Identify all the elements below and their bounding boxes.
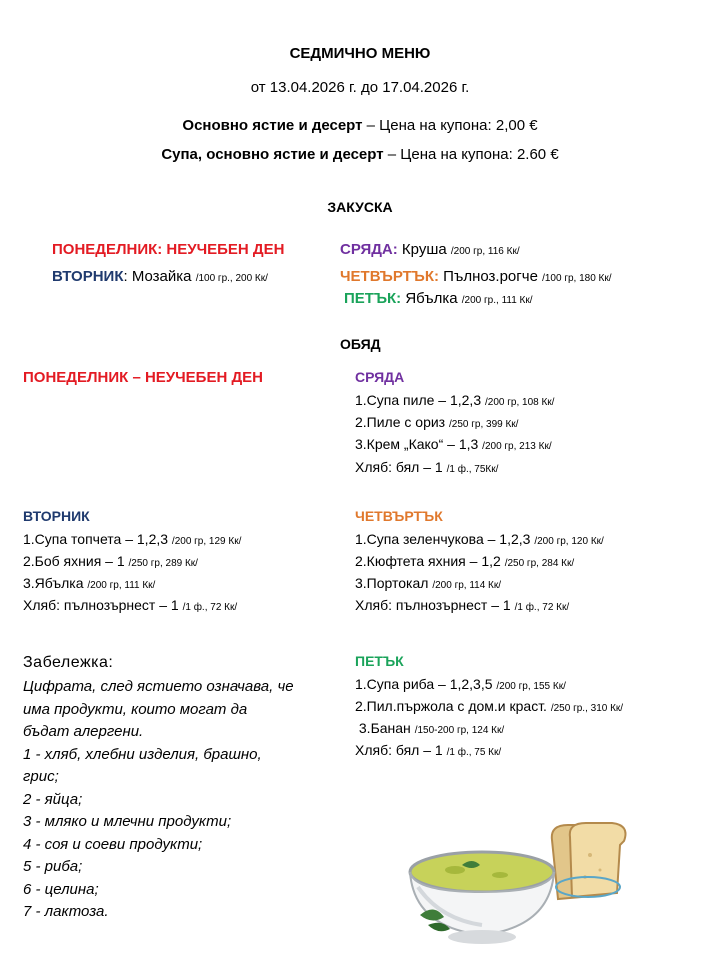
note-line: има продукти, които могат да: [23, 700, 248, 718]
soup-bowl-icon: [410, 852, 554, 944]
lunch-heading: ОБЯД: [340, 336, 381, 352]
meal-text: 2.Боб яхния – 1: [23, 553, 129, 569]
soup-bread-illustration: [400, 815, 640, 960]
menu-period: от 13.04.2026 г. до 17.04.2026 г.: [250, 79, 470, 96]
price-value: – Цена на купона: 2.60 €: [383, 146, 559, 163]
list-item: [23, 597, 237, 613]
breakfast-friday: [344, 290, 533, 307]
meal-portion: /1 ф., 75 Кк/: [446, 747, 502, 758]
meal-portion: /200 гр., 111 Кк/: [461, 295, 533, 306]
meal-text: 1.Супа пиле – 1,2,3: [355, 392, 485, 408]
meal-portion: /1 ф., 72 Кк/: [182, 602, 238, 613]
lunch-monday: ПОНЕДЕЛНИК – НЕУЧЕБЕН ДЕН: [23, 369, 263, 386]
list-item: [355, 676, 566, 692]
list-item: [23, 553, 198, 569]
meal-text: Хляб: бял – 1: [355, 459, 447, 475]
note-line: 2 - яйца;: [23, 790, 83, 808]
breakfast-wednesday: [340, 241, 520, 258]
price-main-dessert: [0, 117, 720, 134]
lunch-wednesday-heading: СРЯДА: [355, 369, 405, 385]
note-line: 4 - соя и соеви продукти;: [23, 835, 203, 853]
meal-portion: /200 гр, 111 Кк/: [87, 580, 156, 591]
note-line: грис;: [23, 768, 59, 785]
price-soup-main-dessert: [0, 146, 720, 163]
meal-text: 1.Супа риба – 1,2,3,5: [355, 676, 497, 692]
day-label: ПЕТЪК:: [344, 290, 402, 307]
note-line: 5 - риба;: [23, 858, 83, 875]
note-title: Забележка:: [23, 654, 114, 671]
page-title: СЕДМИЧНО МЕНЮ: [289, 45, 431, 62]
day-label: СРЯДА:: [340, 241, 398, 258]
list-item: [355, 742, 501, 758]
meal-text: Круша: [397, 241, 451, 258]
meal-text: 3.Ябълка: [23, 575, 88, 591]
meal-text: 2.Пил.пържола с дом.и краст.: [355, 698, 551, 714]
lunch-friday-heading: ПЕТЪК: [355, 653, 404, 669]
meal-portion: /200 гр, 116 Кк/: [450, 246, 520, 257]
meal-portion: /1 ф., 75Кк/: [446, 464, 499, 475]
list-item: [23, 531, 241, 547]
breakfast-monday: ПОНЕДЕЛНИК: НЕУЧЕБЕН ДЕН: [52, 241, 285, 258]
list-item: [23, 575, 155, 591]
meal-portion: /1 ф., 72 Кк/: [514, 602, 570, 613]
day-label: ЧЕТВЪРТЪК:: [340, 268, 440, 285]
list-item: [355, 597, 569, 613]
breakfast-thursday: [340, 268, 612, 285]
meal-portion: /200 гр, 114 Кк/: [432, 580, 502, 591]
note-line: Цифрата, след ястието означава, че: [23, 678, 294, 695]
allergen-note: [23, 676, 294, 924]
price-label: Супа, основно ястие и десерт: [161, 146, 384, 163]
list-item: [355, 531, 604, 547]
meal-text: 3.Крем „Како“ – 1,3: [355, 436, 483, 452]
meal-portion: /250 гр, 399 Кк/: [449, 419, 519, 430]
meal-text: Хляб: пълнозърнест – 1: [355, 597, 515, 613]
meal-text: 1.Супа зеленчукова – 1,2,3: [355, 531, 535, 547]
meal-text: 2.Кюфтета яхния – 1,2: [355, 553, 505, 569]
note-line: 1 - хляб, хлебни изделия, брашно,: [23, 745, 262, 763]
meal-text: Пълноз.рогче: [439, 268, 543, 285]
note-line: 7 - лактоза.: [23, 903, 109, 920]
meal-text: 3.Банан: [355, 720, 415, 736]
list-item: [355, 720, 504, 736]
list-item: [355, 392, 554, 408]
breakfast-tuesday: [52, 268, 268, 285]
list-item: [355, 459, 498, 475]
meal-text: Хляб: бял – 1: [355, 742, 447, 758]
day-label: ВТОРНИК: [52, 268, 124, 285]
meal-portion: /100 гр., 200 Кк/: [195, 273, 268, 284]
meal-portion: /100 гр, 180 Кк/: [542, 273, 612, 284]
note-line: бъдат алергени.: [23, 723, 144, 740]
meal-text: Хляб: пълнозърнест – 1: [23, 597, 183, 613]
list-item: [355, 575, 501, 591]
note-line: 3 - мляко и млечни продукти;: [23, 813, 232, 830]
meal-portion: /200 гр, 213 Кк/: [482, 441, 552, 452]
meal-portion: /200 гр, 108 Кк/: [485, 397, 555, 408]
list-item: [355, 436, 552, 452]
lunch-thursday-heading: ЧЕТВЪРТЪК: [355, 508, 443, 524]
meal-text: 3.Портокал: [355, 575, 433, 591]
note-line: 6 - целина;: [23, 880, 99, 898]
meal-portion: /200 гр, 155 Кк/: [496, 681, 566, 692]
list-item: [355, 698, 623, 714]
meal-text: Ябълка: [401, 290, 462, 307]
meal-portion: /250 гр, 289 Кк/: [128, 558, 198, 569]
price-value: – Цена на купона: 2,00 €: [362, 117, 538, 134]
list-item: [355, 553, 574, 569]
lunch-tuesday-heading: ВТОРНИК: [23, 508, 90, 524]
meal-portion: /150-200 гр, 124 Кк/: [414, 725, 505, 736]
meal-text: 1.Супа топчета – 1,2,3: [23, 531, 172, 547]
meal-text: 2.Пиле с ориз: [355, 414, 449, 430]
meal-portion: /200 гр, 120 Кк/: [534, 536, 604, 547]
list-item: [355, 414, 518, 430]
meal-portion: /200 гр, 129 Кк/: [171, 536, 242, 547]
meal-text: : Мозайка: [123, 268, 196, 285]
breakfast-heading: ЗАКУСКА: [327, 199, 393, 215]
meal-portion: /250 гр, 284 Кк/: [504, 558, 575, 569]
meal-portion: /250 гр., 310 Кк/: [550, 703, 624, 714]
bread-icon: [552, 823, 626, 899]
price-label: Основно ястие и десерт: [182, 117, 363, 134]
